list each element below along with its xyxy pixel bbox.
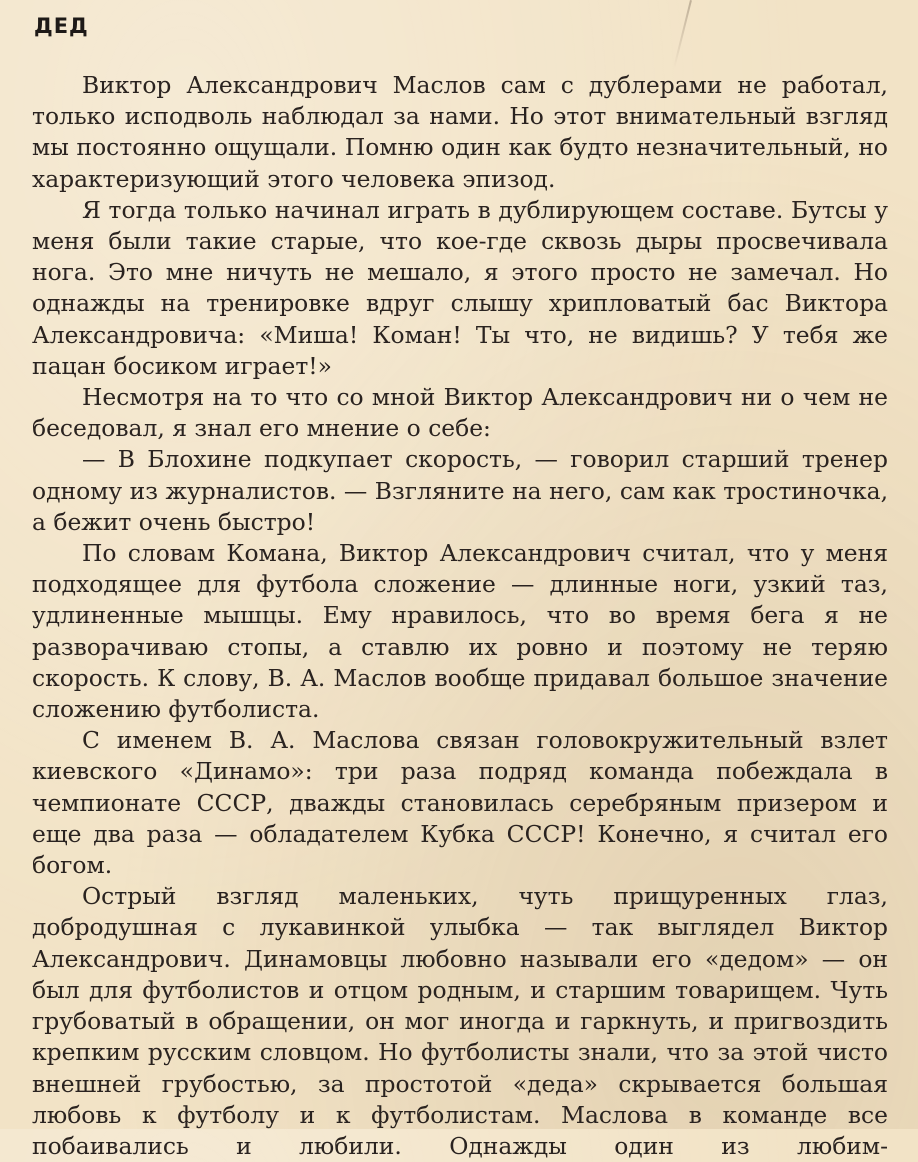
running-title: ДЕД [34, 14, 89, 38]
body-text [32, 70, 888, 1162]
paragraph-4-quote: — В Блохине подкупает скорость, — говорил старший тренер одному из журналистов. — Взгляните на него, сам как тростиночка, а бежит очень быстро! [32, 445, 888, 536]
paragraph-6: С именем В. А. Маслова связан головокружительный взлет киевского «Динамо»: три раза подряд команда побеждала в чемпионате СССР, дважды становилась серебряным призером и еще два раза — обладателем Кубка СССР! Конечно, я считал его богом. [32, 726, 888, 880]
paragraph-3: Несмотря на то что со мной Виктор Александрович ни о чем не беседовал, я знал его мнение о себе: [32, 383, 888, 443]
paragraph-1: Виктор Александрович Маслов сам с дублерами не работал, только исподволь наблюдал за нами. Но этот внимательный взгляд мы постоянно ощущали. Помню один как будто незначительный, но характеризующий этого человека эпизод. [32, 71, 888, 193]
paragraph-5: По словам Комана, Виктор Александрович считал, что у меня подходящее для футбола сложение — длинные ноги, узкий таз, удлиненные мышцы. Ему нравилось, что во время бега я не разворачиваю стопы, а ставлю их ровно и поэтому не теряю скорость. К слову, В. А. Маслов вообще придавал большое значение сложению футболиста. [32, 539, 888, 724]
paragraph-7: Острый взгляд маленьких, чуть прищуренных глаз, добродушная с лукавинкой улыбка — так выглядел Виктор Александрович. Динамовцы любовно называли его «дедом» — он был для футболистов и отцом родным, и старшим товарищем. Чуть грубоватый в обращении, он мог иногда и гаркнуть, и пригвоздить крепким русским словцом. Но футболисты знали, что за этой чисто внешней грубостью, за простотой «деда» скрывается большая любовь к футболу и к футболистам. Маслова в команде все побаивались и любили. Однажды один из любим- [32, 882, 888, 1160]
paper-crease [673, 0, 692, 68]
paragraph-2: Я тогда только начинал играть в дублирующем составе. Бутсы у меня были такие старые, что кое-где сквозь дыры просвечивала нога. Это мне ничуть не мешало, я этого просто не замечал. Но однажды на тренировке вдруг слышу хрипловатый бас Виктора Александровича: «Миша! Коман! Ты что, не видишь? У тебя же пацан босиком играет!» [32, 195, 888, 380]
